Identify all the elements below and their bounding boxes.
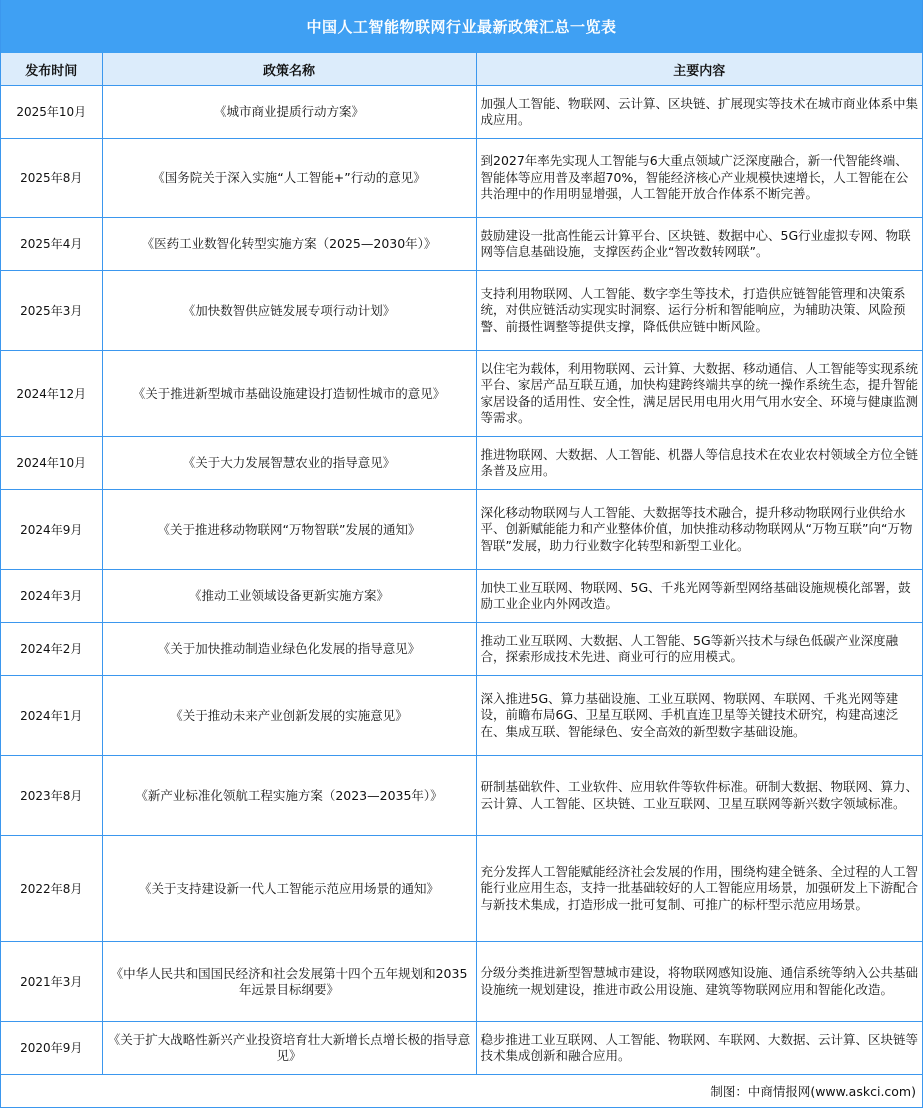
table-row xyxy=(1,139,922,218)
policy-date: 2021年3月 xyxy=(1,942,102,1022)
policy-content: 深入推进5G、算力基础设施、工业互联网、物联网、车联网、千兆光网等建设，前瞻布局6G、卫星互联网、手机直连卫星等关键技术研究，构建高速泛在、集成互联、智能绿色、安全高效的新型数字基础设施。 xyxy=(476,676,922,756)
policy-date: 2024年3月 xyxy=(1,570,102,623)
column-header-content: 主要内容 xyxy=(476,53,922,86)
policy-name: 《关于支持建设新一代人工智能示范应用场景的通知》 xyxy=(102,836,476,942)
table-row xyxy=(1,271,922,351)
policy-content: 研制基础软件、工业软件、应用软件等软件标准。研制大数据、物联网、算力、云计算、人工智能、区块链、工业互联网、卫星互联网等新兴数字领域标准。 xyxy=(476,756,922,836)
table-row xyxy=(1,437,922,490)
policy-date: 2025年8月 xyxy=(1,139,102,218)
table-row xyxy=(1,676,922,756)
policy-content: 支持利用物联网、人工智能、数字孪生等技术，打造供应链智能管理和决策系统，对供应链活动实现实时洞察、运行分析和智能响应，为辅助决策、风险预警、前摄性调整等提供支撑，降低供应链中断风险。 xyxy=(476,271,922,351)
policy-date: 2025年4月 xyxy=(1,218,102,271)
policy-content: 充分发挥人工智能赋能经济社会发展的作用，围绕构建全链条、全过程的人工智能行业应用生态，支持一批基础较好的人工智能应用场景，加强研发上下游配合与新技术集成，打造形成一批可复制、可推广的标杆型示范应用场景。 xyxy=(476,836,922,942)
source-credit: 制图：中商情报网(www.askci.com) xyxy=(710,1083,916,1099)
table-row xyxy=(1,942,922,1022)
policy-date: 2020年9月 xyxy=(1,1022,102,1075)
table-row xyxy=(1,490,922,570)
policy-content: 以住宅为载体，利用物联网、云计算、大数据、移动通信、人工智能等实现系统平台、家居产品互联互通，加快构建跨终端共享的统一操作系统生态，提升智能家居设备的适用性、安全性，满足居民用电用火用气用水安全、环境与健康监测等需求。 xyxy=(476,351,922,437)
table-row xyxy=(1,86,922,139)
policy-content: 到2027年率先实现人工智能与6大重点领域广泛深度融合，新一代智能终端、智能体等应用普及率超70%，智能经济核心产业规模快速增长，人工智能在公共治理中的作用明显增强，人工智能开放合作体系不断完善。 xyxy=(476,139,922,218)
policy-date: 2023年8月 xyxy=(1,756,102,836)
policy-content: 稳步推进工业互联网、人工智能、物联网、车联网、大数据、云计算、区块链等技术集成创新和融合应用。 xyxy=(476,1022,922,1075)
policy-date: 2024年12月 xyxy=(1,351,102,437)
table-row xyxy=(1,836,922,942)
table-row xyxy=(1,756,922,836)
policy-name: 《国务院关于深入实施“人工智能+”行动的意见》 xyxy=(102,139,476,218)
policy-content: 推进物联网、大数据、人工智能、机器人等信息技术在农业农村领域全方位全链条普及应用。 xyxy=(476,437,922,490)
policy-name: 《关于扩大战略性新兴产业投资培育壮大新增长点增长极的指导意见》 xyxy=(102,1022,476,1075)
policy-name: 《关于加快推动制造业绿色化发展的指导意见》 xyxy=(102,623,476,676)
policy-date: 2025年3月 xyxy=(1,271,102,351)
policy-name: 《推动工业领域设备更新实施方案》 xyxy=(102,570,476,623)
policy-name: 《医药工业数智化转型实施方案（2025—2030年）》 xyxy=(102,218,476,271)
policy-name: 《新产业标准化领航工程实施方案（2023—2035年）》 xyxy=(102,756,476,836)
policy-table xyxy=(1,53,922,1075)
table-row xyxy=(1,351,922,437)
policy-name: 《关于推动未来产业创新发展的实施意见》 xyxy=(102,676,476,756)
column-header-policy-name: 政策名称 xyxy=(102,53,476,86)
policy-date: 2024年1月 xyxy=(1,676,102,756)
table-row xyxy=(1,1022,922,1075)
page-title: 中国人工智能物联网行业最新政策汇总一览表 xyxy=(1,0,922,53)
policy-content: 鼓励建设一批高性能云计算平台、区块链、数据中心、5G行业虚拟专网、物联网等信息基础设施，支撑医药企业“智改数转网联”。 xyxy=(476,218,922,271)
policy-name: 《城市商业提质行动方案》 xyxy=(102,86,476,139)
policy-content: 加快工业互联网、物联网、5G、千兆光网等新型网络基础设施规模化部署，鼓励工业企业内外网改造。 xyxy=(476,570,922,623)
policy-name: 《加快数智供应链发展专项行动计划》 xyxy=(102,271,476,351)
policy-content: 推动工业互联网、大数据、人工智能、5G等新兴技术与绿色低碳产业深度融合，探索形成技术先进、商业可行的应用模式。 xyxy=(476,623,922,676)
policy-date: 2022年8月 xyxy=(1,836,102,942)
table-row xyxy=(1,623,922,676)
policy-content: 分级分类推进新型智慧城市建设，将物联网感知设施、通信系统等纳入公共基础设施统一规划建设，推进市政公用设施、建筑等物联网应用和智能化改造。 xyxy=(476,942,922,1022)
policy-name: 《关于推进新型城市基础设施建设打造韧性城市的意见》 xyxy=(102,351,476,437)
policy-name: 《中华人民共和国国民经济和社会发展第十四个五年规划和2035年远景目标纲要》 xyxy=(102,942,476,1022)
table-row xyxy=(1,218,922,271)
policy-content: 深化移动物联网与人工智能、大数据等技术融合，提升移动物联网行业供给水平、创新赋能能力和产业整体价值，加快推动移动物联网从“万物互联”向“万物智联”发展，助力行业数字化转型和新型工业化。 xyxy=(476,490,922,570)
policy-name: 《关于推进移动物联网“万物智联”发展的通知》 xyxy=(102,490,476,570)
policy-name: 《关于大力发展智慧农业的指导意见》 xyxy=(102,437,476,490)
table-row xyxy=(1,570,922,623)
policy-date: 2025年10月 xyxy=(1,86,102,139)
policy-date: 2024年9月 xyxy=(1,490,102,570)
policy-date: 2024年10月 xyxy=(1,437,102,490)
policy-date: 2024年2月 xyxy=(1,623,102,676)
table-header-row xyxy=(1,53,922,86)
policy-content: 加强人工智能、物联网、云计算、区块链、扩展现实等技术在城市商业体系中集成应用。 xyxy=(476,86,922,139)
column-header-date: 发布时间 xyxy=(1,53,102,86)
